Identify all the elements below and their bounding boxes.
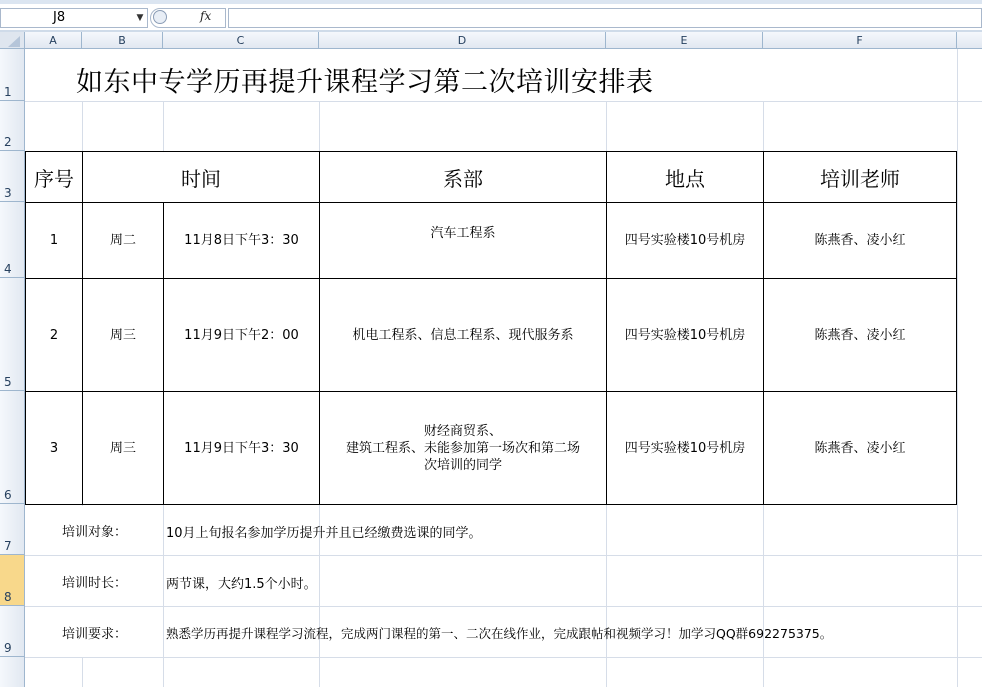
cell-dept-line: 财经商贸系、 (423, 423, 502, 439)
formula-input[interactable] (228, 8, 982, 28)
row-header-8[interactable]: 8 (0, 555, 25, 606)
select-all-icon (8, 36, 20, 47)
row-header-7[interactable]: 7 (0, 504, 25, 555)
header-no[interactable]: 序号 (34, 166, 74, 191)
column-header-c[interactable]: C (163, 32, 319, 49)
row-header-4[interactable]: 4 (0, 202, 25, 278)
header-dept[interactable]: 系部 (443, 166, 483, 191)
note-value[interactable]: 10月上旬报名参加学历提升并且已经缴费选课的同学。 (166, 526, 482, 541)
row-header-1[interactable]: 1 (0, 49, 25, 101)
row-header-6[interactable]: 6 (0, 391, 25, 504)
cell-dept-line: 建筑工程系、未能参加第一场次和第二场 (345, 440, 580, 456)
note-value[interactable]: 两节课，大约1.5个小时。 (166, 577, 317, 592)
cell-place[interactable]: 四号实验楼10号机房 (624, 440, 746, 456)
note-label[interactable]: 培训时长： (26, 556, 163, 606)
cell-place[interactable]: 四号实验楼10号机房 (624, 327, 746, 343)
row-header-2[interactable]: 2 (0, 101, 25, 151)
chevron-down-icon[interactable]: ▼ (136, 13, 144, 23)
note-label[interactable]: 培训对象： (26, 506, 163, 555)
cell-day[interactable]: 周二 (109, 233, 136, 248)
row-header-5[interactable]: 5 (0, 278, 25, 391)
cell-teacher[interactable]: 陈燕香、凌小红 (814, 327, 906, 343)
column-header-g[interactable] (957, 32, 982, 49)
cell-no[interactable]: 2 (49, 327, 59, 343)
column-header-b[interactable]: B (82, 32, 163, 49)
cell-time[interactable]: 11月8日下午3：30 (184, 233, 299, 248)
cell-dept[interactable]: 汽车工程系 (430, 226, 496, 241)
cell-dept[interactable]: 机电工程系、信息工程系、现代服务系 (352, 327, 574, 343)
gridline (25, 606, 982, 607)
column-header-d[interactable]: D (319, 32, 606, 49)
cell-place[interactable]: 四号实验楼10号机房 (624, 233, 746, 248)
name-box[interactable]: J8 (0, 8, 148, 28)
cell-dept-line: 次培训的同学 (423, 457, 502, 473)
cell-teacher[interactable]: 陈燕香、凌小红 (814, 233, 906, 248)
cell-time[interactable]: 11月9日下午2：00 (184, 327, 299, 343)
gridline (957, 49, 958, 687)
cell-day[interactable]: 周三 (109, 327, 136, 343)
cell-dept[interactable] (320, 392, 606, 504)
row-header-3[interactable]: 3 (0, 151, 25, 202)
column-header-e[interactable]: E (606, 32, 763, 49)
gridline (25, 657, 982, 658)
insert-function-icon[interactable]: fx (200, 9, 212, 23)
gridline (25, 555, 982, 556)
expand-icon[interactable] (153, 10, 167, 24)
note-label[interactable]: 培训要求： (26, 607, 163, 657)
column-header-a[interactable]: A (25, 32, 82, 49)
page-title: 如东中专学历再提升课程学习第二次培训安排表 (76, 67, 654, 98)
header-place[interactable]: 地点 (665, 166, 705, 191)
row-header-9[interactable]: 9 (0, 606, 25, 657)
cell-day[interactable]: 周三 (109, 440, 136, 456)
header-time[interactable]: 时间 (181, 166, 221, 191)
note-value[interactable]: 熟悉学历再提升课程学习流程，完成两门课程的第一、二次在线作业，完成跟帖和视频学习！加学习QQ群692275375。 (166, 626, 833, 641)
toolbar-strip (0, 0, 982, 4)
cell-no[interactable]: 1 (49, 233, 59, 248)
cell-teacher[interactable]: 陈燕香、凌小红 (814, 440, 906, 456)
column-header-f[interactable]: F (763, 32, 957, 49)
gridline (25, 101, 982, 102)
header-teacher[interactable]: 培训老师 (820, 166, 900, 191)
row-header-10[interactable] (0, 657, 25, 687)
cell-no[interactable]: 3 (49, 440, 59, 456)
cell-time[interactable]: 11月9日下午3：30 (184, 440, 299, 456)
